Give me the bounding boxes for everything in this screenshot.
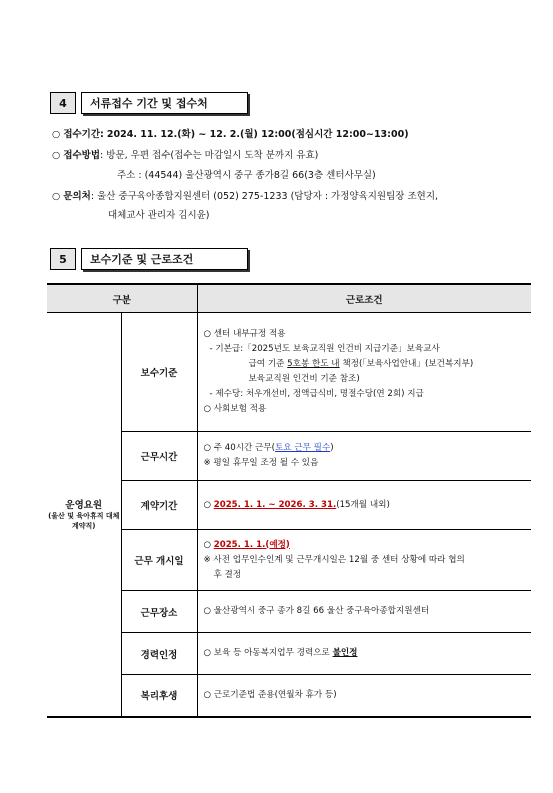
pay-conditions: [197, 313, 531, 432]
pay-line: - 제수당: 처우개선비, 정액급식비, 명절수당(연 2회) 지급: [209, 389, 424, 399]
pay-line: 급여 기준 5호봉 한도 내 책정(「보육사업안내」(보건복지부): [248, 359, 474, 369]
method-label: 접수방법: [63, 150, 101, 161]
header-category: 구분: [47, 284, 197, 313]
contract-line: ○ 2025. 1. 1. ~ 2026. 3. 31.(15개월 내외): [203, 499, 390, 510]
period-label: 접수기간:: [63, 129, 104, 140]
welfare-conditions: ○ 근로기준법 준용(연월차 휴가 등): [197, 675, 531, 717]
period-value: 2024. 11. 12.(화) ~ 12. 2.(월) 12:00(점심시간 12:00~13:00): [106, 129, 409, 140]
hours-label: 근무시간: [121, 432, 197, 481]
section-4-header: [50, 92, 248, 114]
working-conditions-table: [47, 283, 531, 718]
start-line: ※ 사전 업무인수인계 및 근무개시일은 12월 중 센터 상황에 따라 협의: [203, 554, 465, 565]
welfare-label: 복리후생: [121, 675, 197, 717]
place-conditions: ○ 울산광역시 중구 종가 8길 66 울산 중구육아종합지원센터: [197, 591, 531, 633]
section-title: 보수기준 및 근로조건: [81, 248, 248, 270]
header-condition: 근로조건: [197, 284, 531, 313]
inquiry-continued: 대체교사 관리자 김시윤): [108, 210, 210, 221]
bullet: ○: [52, 191, 61, 202]
start-conditions: [197, 530, 531, 591]
method-value: : 방문, 우편 접수(접수는 마감일시 도착 분까지 유효): [100, 150, 319, 161]
section-5-header: [50, 248, 248, 270]
section-number: 5: [50, 248, 76, 270]
group-cell: [47, 313, 121, 717]
inquiry-value: : 울산 중구육아종합지원센터 (052) 275-1233 (담당자 : 가정양육지원팀장 조현지,: [90, 191, 439, 202]
group-label: 운영요원: [65, 500, 103, 512]
application-period: [52, 126, 409, 140]
section-number: 4: [50, 92, 76, 114]
start-line: ○ 2025. 1. 1.(예정): [203, 539, 290, 550]
hours-line: ○ 주 40시간 근무(토요 근무 필수): [203, 443, 334, 453]
bullet: ○: [52, 150, 61, 161]
bullet: ○: [52, 129, 61, 140]
contract-label: 계약기간: [121, 481, 197, 530]
contract-conditions: [197, 481, 531, 530]
hours-line: ※ 평일 휴무일 조정 될 수 있음: [203, 458, 319, 468]
inquiry-label: 문의처: [63, 191, 91, 202]
address: 주소 : (44544) 울산광역시 중구 종가8길 66(3층 센터사무실): [117, 170, 376, 181]
pay-line: ○ 사회보험 적용: [203, 404, 267, 414]
career-conditions: ○ 보육 등 아동복지업무 경력으로 불인정: [197, 633, 531, 675]
pay-line: 보육교직원 인건비 기준 참조): [248, 374, 360, 384]
pay-label: 보수기준: [121, 313, 197, 432]
start-line: 후 결정: [213, 569, 242, 580]
application-method: [52, 147, 318, 161]
group-sub: (울산 및 육아휴직 대체 계약직): [48, 512, 120, 531]
inquiry: [52, 188, 438, 202]
hours-conditions: [197, 432, 531, 481]
pay-line: - 기본급:「2025년도 보육교직원 인건비 지급기준」보육교사: [209, 344, 440, 354]
start-label: 근무 개시일: [121, 530, 197, 591]
section-title: 서류접수 기간 및 접수처: [81, 92, 248, 114]
place-label: 근무장소: [121, 591, 197, 633]
pay-line: ○ 센터 내부규정 적용: [203, 329, 286, 339]
career-label: 경력인정: [121, 633, 197, 675]
